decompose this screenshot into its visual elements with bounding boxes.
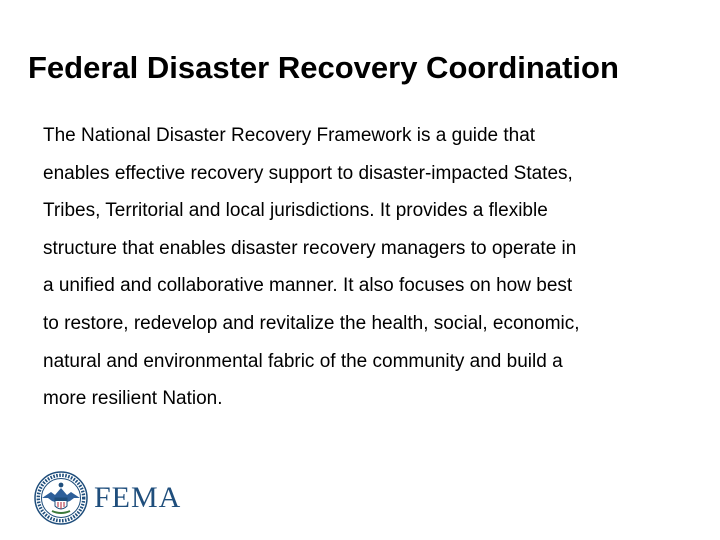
body-line: The National Disaster Recovery Framework is a guide that xyxy=(43,125,536,146)
slide-body xyxy=(43,117,688,418)
body-line: enables effective recovery support to disaster-impacted States, xyxy=(43,162,573,184)
body-line: structure that enables disaster recovery managers to operate in xyxy=(43,237,577,259)
slide-title: Federal Disaster Recovery Coordination xyxy=(28,50,619,85)
body-line: more resilient Nation. xyxy=(43,388,223,410)
dhs-seal-icon xyxy=(34,471,88,525)
body-line: Tribes, Territorial and local jurisdictions. It provides a flexible xyxy=(43,200,548,222)
body-line: natural and environmental fabric of the community and build a xyxy=(43,350,563,372)
fema-logo xyxy=(34,468,204,528)
fema-wordmark: FEMA xyxy=(94,481,182,514)
body-line: a unified and collaborative manner. It also focuses on how best xyxy=(43,275,573,297)
body-line: to restore, redevelop and revitalize the health, social, economic, xyxy=(43,312,580,334)
